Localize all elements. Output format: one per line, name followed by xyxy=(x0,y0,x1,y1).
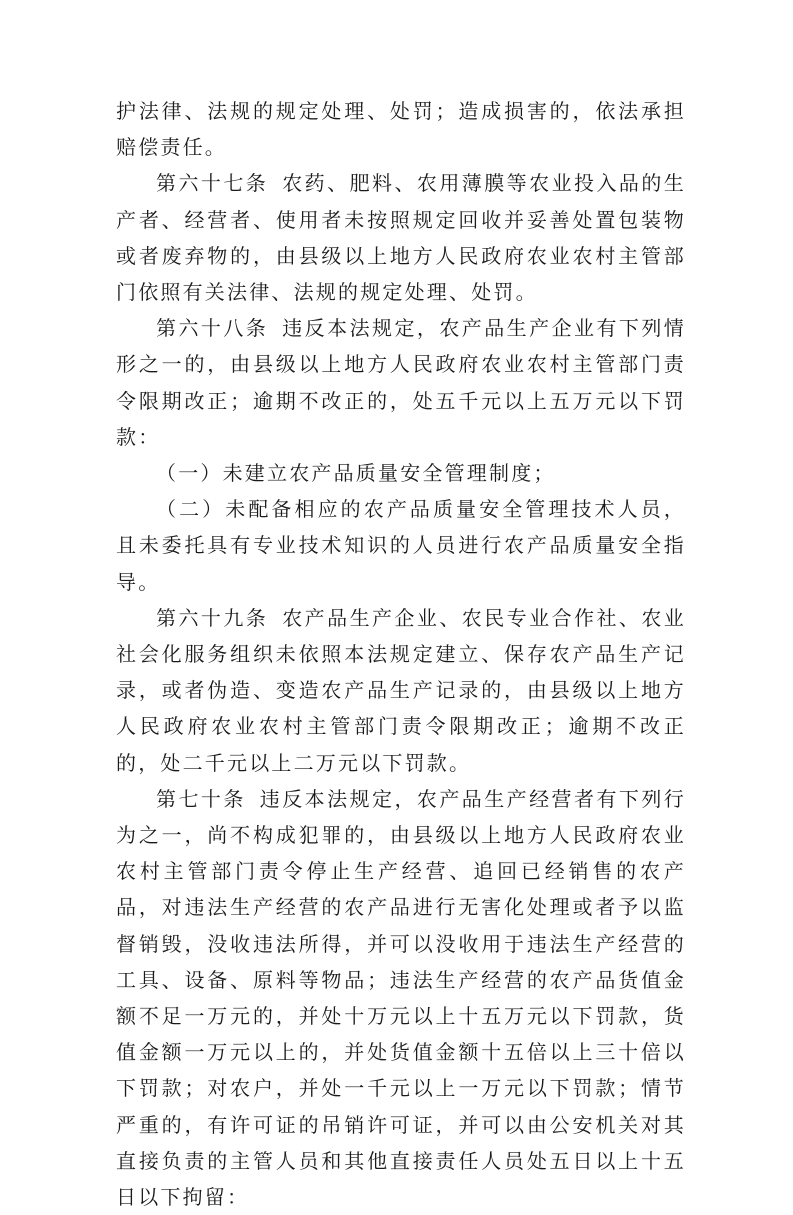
article-number: 第六十七条 xyxy=(156,171,269,196)
list-item-2 xyxy=(116,491,686,600)
article-number: 第六十八条 xyxy=(156,316,269,341)
paragraph-text: 违反本法规定，农产品生产企业有下列情形之一的，由县级以上地方人民政府农业农村主管部门责令限期改正；逾期不改正的，处五千元以上五万元以下罚款： xyxy=(116,316,686,449)
article-number: 第七十条 xyxy=(156,786,246,811)
article-70 xyxy=(116,781,686,1215)
paragraph-text: （二）未配备相应的农产品质量安全管理技术人员，且未委托具有专业技术知识的人员进行农产品质量安全指导。 xyxy=(116,497,686,594)
paragraph-text: 农药、肥料、农用薄膜等农业投入品的生产者、经营者、使用者未按照规定回收并妥善处置包装物或者废弃物的，由县级以上地方人民政府农业农村主管部门依照有关法律、法规的规定处理、处罚。 xyxy=(116,171,686,305)
paragraph-continuation xyxy=(116,93,686,165)
article-67 xyxy=(116,165,686,310)
document-page xyxy=(116,93,686,1215)
article-number: 第六十九条 xyxy=(156,605,269,630)
list-item-1 xyxy=(116,455,686,491)
article-68 xyxy=(116,310,686,455)
paragraph-text: 农产品生产企业、农民专业合作社、农业社会化服务组织未依照本法规定建立、保存农产品生产记录，或者伪造、变造农产品生产记录的，由县级以上地方人民政府农业农村主管部门责令限期改正；逾期不改正的，处二千元以上二万元以下罚款。 xyxy=(116,605,686,775)
article-69 xyxy=(116,600,686,781)
paragraph-text: （一）未建立农产品质量安全管理制度； xyxy=(156,461,556,486)
paragraph-text: 护法律、法规的规定处理、处罚；造成损害的，依法承担赔偿责任。 xyxy=(116,99,686,160)
paragraph-text: 违反本法规定，农产品生产经营者有下列行为之一，尚不构成犯罪的，由县级以上地方人民政府农业农村主管部门责令停止生产经营、追回已经销售的农产品，对违法生产经营的农产品进行无害化处理或者予以监督销毁，没收违法所得，并可以没收用于违法生产经营的工具、设备、原料等物品；违法生产经营的农产品货值金额不足一万元的，并处十万元以上十五万元以下罚款，货值金额一万元以上的，并处货值金额十五倍以上三十倍以下罚款；对农户，并处一千元以上一万元以下罚款；情节严重的，有许可证的吊销许可证，并可以由公安机关对其直接负责的主管人员和其他直接责任人员处五日以上十五日以下拘留： xyxy=(116,786,686,1210)
